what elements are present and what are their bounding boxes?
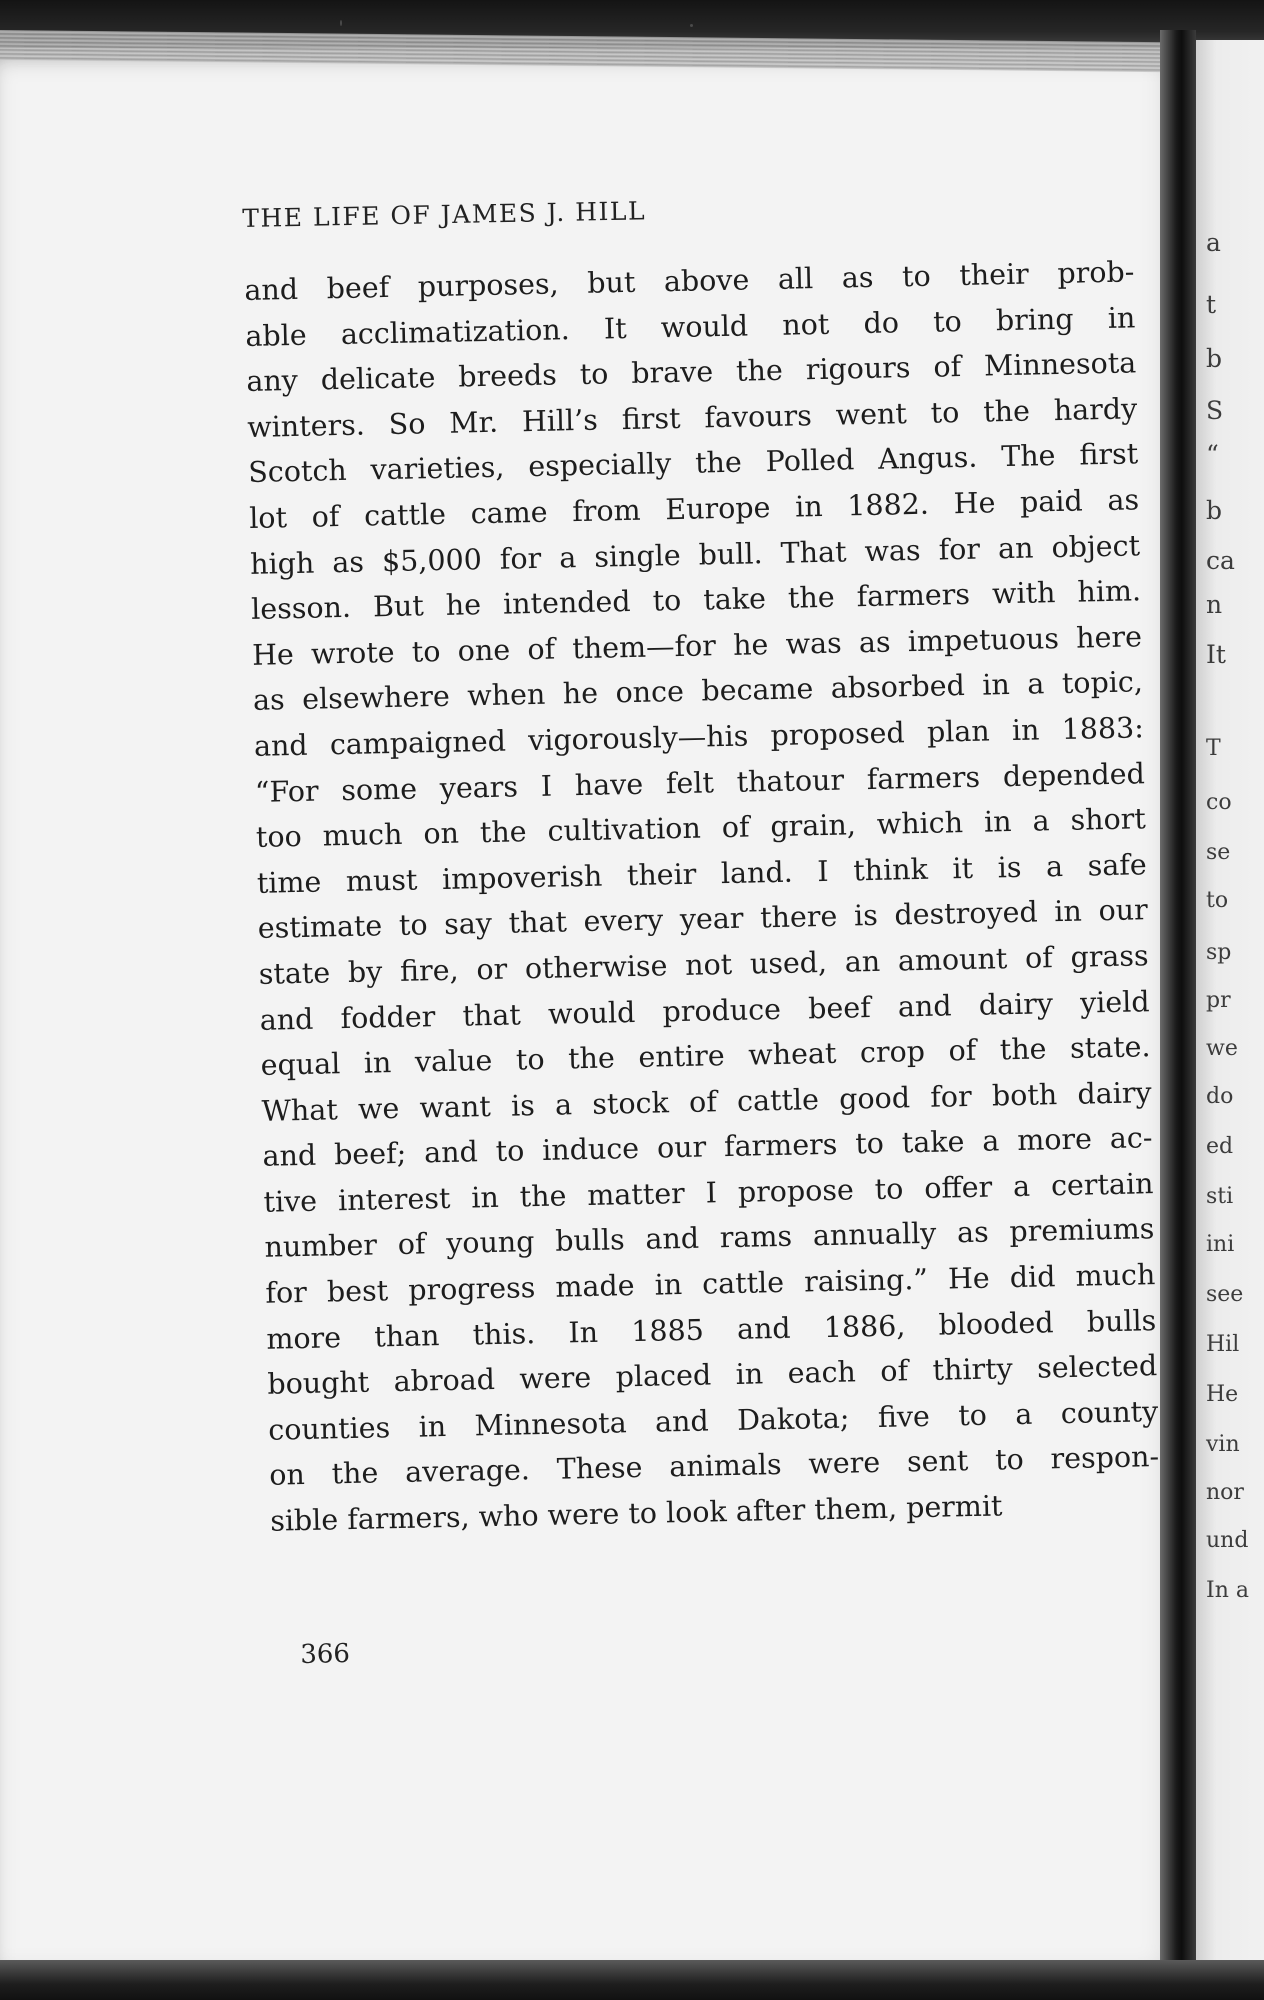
text-line: tive interest in the matter I propose to offer a certain — [263, 1167, 1154, 1219]
text-line: number of young bulls and rams annually as premiums — [264, 1212, 1155, 1265]
text-line: able acclimatization. It would not do to bring in — [245, 300, 1136, 353]
facing-page-fragment: we — [1206, 1036, 1238, 1061]
facing-page-fragment: und — [1206, 1528, 1249, 1553]
running-head: THE LIFE OF JAMES J. HILL — [242, 196, 647, 233]
text-line: any delicate breeds to brave the rigours of Minnesota — [246, 346, 1137, 399]
text-line: state by fire, or otherwise not used, an amount of grass — [258, 939, 1149, 991]
text-line: and campaigned vigorously—his proposed plan in 1883: — [253, 711, 1145, 763]
right-page-edge — [1196, 40, 1264, 1970]
facing-page-fragment: to — [1206, 888, 1229, 913]
facing-page-fragment: ini — [1206, 1232, 1235, 1257]
facing-page-fragment: sti — [1206, 1184, 1234, 1209]
text-line: and fodder that would produce beef and dairy yield — [259, 984, 1150, 1037]
facing-page-fragment: S — [1206, 396, 1224, 425]
scan-speck — [340, 20, 342, 26]
text-line: winters. So Mr. Hill’s first favours went to the hardy — [246, 392, 1138, 444]
facing-page-fragment: T — [1206, 736, 1221, 761]
page-number: 366 — [300, 1638, 351, 1670]
facing-page-fragment: t — [1206, 290, 1217, 319]
text-line: sible farmers, who were to look after them, permit — [269, 1489, 1003, 1538]
text-line: estimate to say that every year there is destroyed in our — [257, 893, 1148, 946]
facing-page-fragment: pr — [1206, 988, 1231, 1013]
text-line: as elsewhere when he once became absorbed in a topic, — [252, 665, 1144, 718]
text-line: on the average. These animals were sent to respon- — [268, 1440, 1160, 1493]
facing-page-fragment: ca — [1206, 546, 1235, 575]
facing-page-fragment: co — [1206, 790, 1232, 815]
facing-page-fragment: se — [1206, 840, 1231, 865]
text-line: and beef purposes, but above all as to their prob- — [244, 255, 1135, 307]
facing-page-fragment: “ — [1206, 440, 1219, 469]
text-line: lot of cattle came from Europe in 1882. He paid as — [248, 483, 1140, 535]
text-line: counties in Minnesota and Dakota; five to a county — [267, 1394, 1159, 1447]
text-line: too much on the cultivation of grain, which in a short — [255, 802, 1147, 854]
facing-page-fragment: n — [1206, 590, 1223, 619]
facing-page-fragment: nor — [1206, 1480, 1244, 1505]
facing-page-fragment: a — [1206, 228, 1221, 257]
text-line: He wrote to one of them—for he was as impetuous here — [251, 620, 1143, 672]
facing-page-fragment: He — [1206, 1382, 1239, 1407]
facing-page-fragment: sp — [1206, 940, 1232, 965]
facing-page-fragment: It — [1206, 640, 1226, 669]
facing-page-fragment: b — [1206, 496, 1223, 525]
bottom-edge-shadow — [0, 1960, 1264, 2000]
facing-page-fragment: In a — [1206, 1578, 1249, 1603]
text-line: for best progress made in cattle raising.” He did much — [265, 1258, 1156, 1310]
facing-page-fragment: b — [1206, 344, 1223, 373]
text-line: equal in value to the entire wheat crop of the state. — [260, 1030, 1151, 1082]
text-line: more than this. In 1885 and 1886, blooded bulls — [266, 1303, 1157, 1356]
facing-page-fragment: Hil — [1206, 1332, 1240, 1357]
scan-speck — [690, 24, 693, 27]
text-line: Scotch varieties, especially the Polled Angus. The first — [247, 437, 1139, 490]
text-line: high as $5,000 for a single bull. That was for an object — [249, 528, 1141, 581]
facing-page-fragment: ed — [1206, 1134, 1234, 1159]
text-line: “For some years I have felt thatour farmers depended — [254, 756, 1146, 809]
facing-page-fragment: vin — [1206, 1432, 1240, 1457]
facing-page-fragment: do — [1206, 1084, 1234, 1109]
facing-page-fragment: see — [1206, 1282, 1244, 1307]
text-line: bought abroad were placed in each of thirty selected — [267, 1349, 1158, 1402]
text-line: time must impoverish their land. I think it is a safe — [256, 847, 1148, 900]
text-line: and beef; and to induce our farmers to take a more ac- — [262, 1121, 1153, 1174]
body-text — [244, 249, 1161, 1544]
book-gutter — [1160, 30, 1196, 1970]
text-line: What we want is a stock of cattle good for both dairy — [261, 1075, 1152, 1128]
text-line: lesson. But he intended to take the farmers with him. — [250, 574, 1142, 627]
